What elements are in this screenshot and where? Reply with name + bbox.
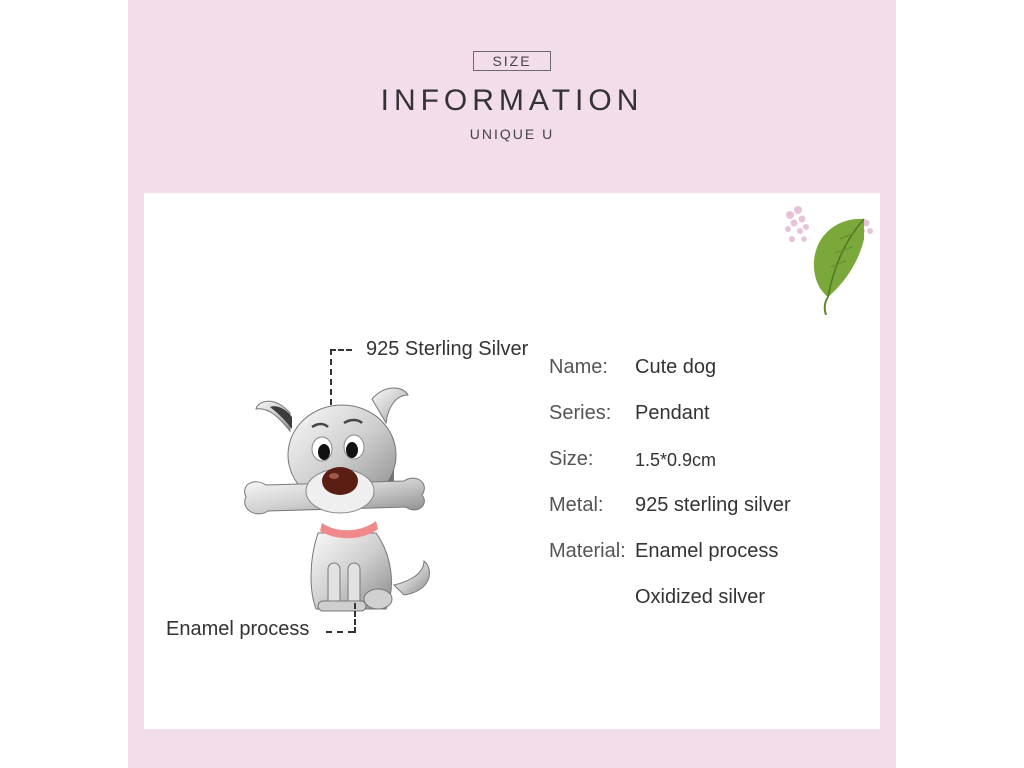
size-badge: SIZE	[473, 51, 551, 71]
top-callout-line-vertical	[330, 349, 332, 405]
spec-value: Cute dog	[635, 356, 717, 378]
callout-enamel-process: Enamel process	[166, 618, 310, 640]
dog-pendant-image	[236, 373, 440, 633]
spec-value: Oxidized silver	[635, 586, 766, 608]
bottom-callout-line-horizontal	[326, 631, 354, 633]
spec-label: Metal:	[549, 494, 604, 516]
spec-label: Size:	[549, 448, 594, 470]
brand-subtitle: UNIQUE U	[469, 126, 555, 142]
spec-value: Enamel process	[635, 540, 779, 562]
leaf-flower-decoration	[780, 199, 876, 315]
spec-value: 925 sterling silver	[635, 494, 791, 516]
top-callout-line-horizontal	[330, 349, 352, 351]
spec-label: Name:	[549, 356, 608, 378]
callout-sterling-silver: 925 Sterling Silver	[366, 338, 529, 360]
bottom-callout-line-vertical	[354, 603, 356, 633]
spec-label: Material:	[549, 540, 626, 562]
spec-label: Series:	[549, 402, 612, 424]
spec-value: Pendant	[635, 402, 710, 424]
spec-value: 1.5*0.9cm	[635, 450, 717, 470]
page-title: INFORMATION	[380, 84, 644, 117]
product-info-banner	[128, 0, 896, 768]
product-card	[144, 193, 880, 729]
